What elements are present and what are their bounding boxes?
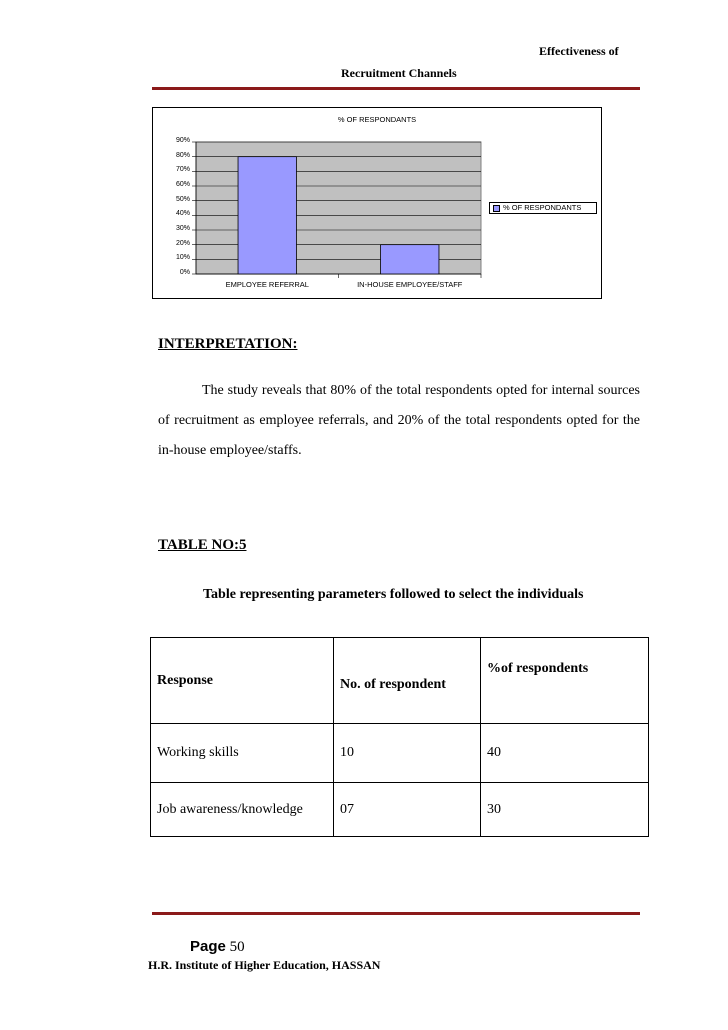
table-row	[151, 724, 649, 783]
page-label: Page	[190, 938, 226, 955]
header-title-line2: Recruitment Channels	[341, 66, 457, 80]
header-rule	[152, 87, 640, 90]
table-cell: 10	[334, 724, 481, 783]
parameters-table	[150, 637, 649, 837]
y-tick-label: 90%	[175, 137, 190, 144]
page-indicator	[190, 938, 245, 956]
table-cell: Working skills	[151, 724, 334, 783]
y-tick-label: 20%	[175, 239, 190, 247]
chart-legend	[489, 202, 597, 214]
y-tick-label: 10%	[175, 254, 190, 262]
column-header-count: No. of respondent	[334, 638, 481, 724]
footer-rule	[152, 912, 640, 915]
y-tick-label: 70%	[175, 166, 190, 174]
y-tick-label: 50%	[175, 195, 190, 203]
y-tick-label: 40%	[175, 210, 190, 218]
legend-swatch	[493, 205, 500, 212]
x-category-label: IN-HOUSE EMPLOYEE/STAFF	[357, 280, 463, 289]
bar	[238, 157, 296, 274]
chart-frame	[152, 107, 602, 299]
y-tick-label: 30%	[175, 225, 190, 232]
x-category-label: EMPLOYEE REFERRAL	[225, 280, 309, 289]
bar	[381, 245, 439, 274]
footer-institute: H.R. Institute of Higher Education, HASSAN	[148, 958, 381, 972]
table-cell: Job awareness/knowledge	[151, 783, 334, 837]
y-tick-label: 80%	[175, 151, 190, 159]
column-header-response: Response	[151, 638, 334, 724]
table-heading: TABLE NO:5	[158, 537, 247, 553]
column-header-percent: %of respondents	[481, 638, 649, 724]
interpretation-heading: INTERPRETATION:	[158, 336, 298, 352]
table-cell: 40	[481, 724, 649, 783]
legend-label: % OF RESPONDANTS	[503, 203, 582, 212]
header-title-line1: Effectiveness of	[539, 44, 619, 58]
table-row	[151, 783, 649, 837]
y-tick-label: 0%	[179, 269, 190, 276]
table-caption: Table representing parameters followed to select the individuals	[203, 587, 584, 602]
table-cell: 07	[334, 783, 481, 837]
y-tick-label: 60%	[175, 181, 190, 188]
table-cell: 30	[481, 783, 649, 837]
page-number: 50	[229, 939, 245, 955]
chart-title: % OF RESPONDANTS	[337, 115, 417, 124]
table-header-row	[151, 638, 649, 724]
interpretation-paragraph: The study reveals that 80% of the total respondents opted for internal sources of recruitment as employee referrals, and 20% of the total respondents opted for the in-house employee/staffs.	[158, 383, 640, 458]
